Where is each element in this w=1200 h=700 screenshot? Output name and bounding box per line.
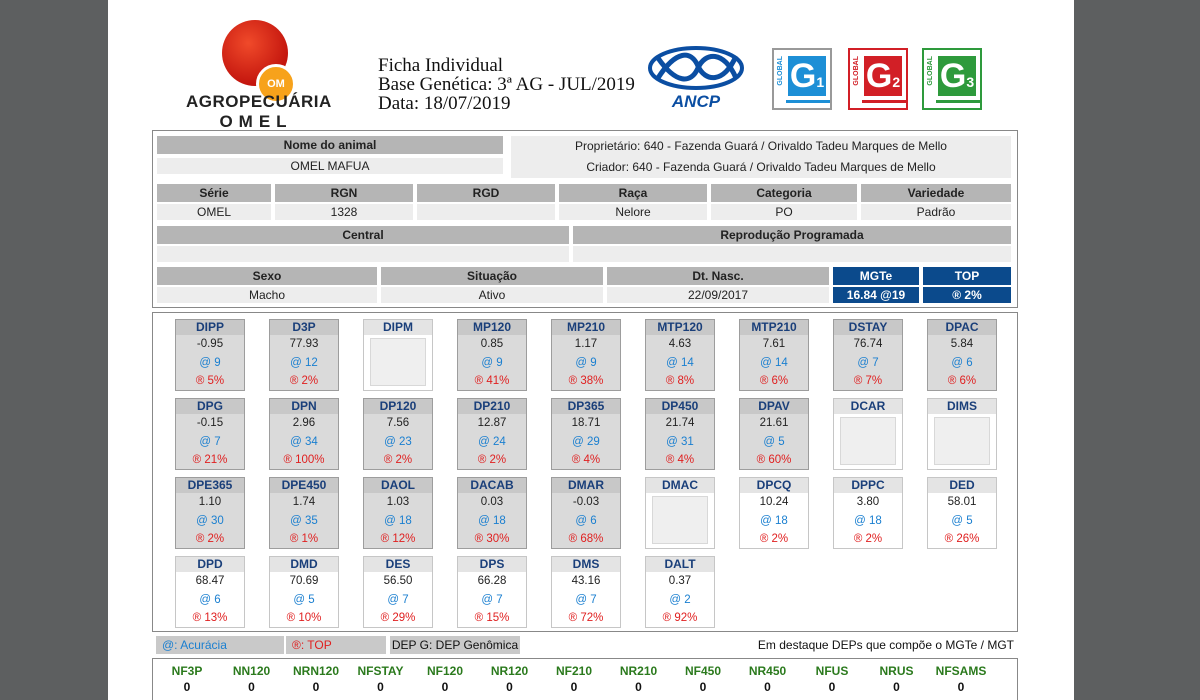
dep-top: ® 7% [853, 375, 883, 387]
legend-accuracy: @: Acurácia [156, 636, 284, 654]
dep-value: 7.56 [386, 417, 410, 429]
dep-top: ® 68% [568, 533, 604, 545]
dep-name: DPAV [740, 399, 808, 414]
count-nrn120 [284, 663, 348, 695]
ancp-logo [646, 44, 746, 112]
dep-name: DIPP [176, 320, 244, 335]
dep-cell-dipm [363, 319, 433, 391]
dep-accuracy: @ 5 [951, 515, 973, 527]
dep-value: 0.37 [668, 575, 692, 587]
dep-cell-mtp120 [645, 319, 715, 391]
dep-accuracy: @ 30 [196, 515, 224, 527]
dep-accuracy: @ 7 [575, 594, 597, 606]
legend [152, 636, 1018, 654]
dep-name: MP120 [458, 320, 526, 335]
count-label: NR120 [490, 664, 529, 678]
field-value-variedade: Padrão [861, 204, 1011, 220]
evaluation-sheet [108, 0, 1074, 700]
dep-cell-dms [551, 556, 621, 628]
field-label-raca: Raça [559, 184, 707, 202]
dep-value: 21.74 [665, 417, 695, 429]
dep-accuracy: @ 35 [290, 515, 318, 527]
dep-name: DAOL [364, 478, 432, 493]
logo-text-line1: AGROPECUÁRIA [186, 92, 332, 111]
dep-name: DCAR [834, 399, 902, 414]
dep-accuracy: @ 18 [760, 515, 788, 527]
dep-accuracy: @ 9 [481, 357, 503, 369]
badge-letter: G3 [939, 57, 975, 95]
dep-accuracy: @ 7 [481, 594, 503, 606]
field-label-rgn: RGN [275, 184, 413, 202]
badge-underline [862, 100, 906, 103]
dep-top: ® 60% [756, 454, 792, 466]
dep-name: D3P [270, 320, 338, 335]
dep-value: -0.15 [196, 417, 224, 429]
count-label: NF120 [426, 664, 464, 678]
field-label-categoria: Categoria [711, 184, 857, 202]
dep-value: 10.24 [759, 496, 789, 508]
dep-top: ® 41% [474, 375, 510, 387]
field-label-serie: Série [157, 184, 271, 202]
dep-name: DPN [270, 399, 338, 414]
dep-top: ® 26% [944, 533, 980, 545]
dep-top: ® 21% [192, 454, 228, 466]
field-value-rgn: 1328 [275, 204, 413, 220]
dep-value: 76.74 [853, 338, 883, 350]
count-nf210 [542, 663, 606, 695]
dep-accuracy: @ 14 [760, 357, 788, 369]
repro-header: Reprodução Programada [573, 226, 1011, 244]
dep-top: ® 5% [195, 375, 225, 387]
dep-value: 7.61 [762, 338, 786, 350]
dep-accuracy: @ 9 [575, 357, 597, 369]
dep-top: ® 29% [380, 612, 416, 624]
dep-top: ® 2% [759, 533, 789, 545]
dep-accuracy: @ 29 [572, 436, 600, 448]
dep-top: ® 92% [662, 612, 698, 624]
badge-letter: G1 [789, 57, 825, 95]
dep-value: 66.28 [477, 575, 507, 587]
badge-side-label: GLOBAL [853, 56, 860, 86]
count-nr450 [736, 663, 800, 695]
dep-value: -0.95 [196, 338, 224, 350]
dep-top: ® 100% [283, 454, 325, 466]
sex-header: Sexo [157, 267, 377, 285]
dep-accuracy: @ 5 [293, 594, 315, 606]
title-block [378, 56, 635, 113]
mgte-header: MGTe [833, 267, 919, 285]
company-logo [186, 18, 332, 131]
dep-name: MTP120 [646, 320, 714, 335]
dep-cell-dpe365 [175, 477, 245, 549]
field-value-rgd [417, 204, 555, 220]
dep-accuracy: @ 18 [384, 515, 412, 527]
dep-cell-dmac [645, 477, 715, 549]
dep-empty-box [370, 338, 426, 386]
situation-value: Ativo [381, 287, 603, 303]
dep-top: ® 72% [568, 612, 604, 624]
dep-top: ® 2% [477, 454, 507, 466]
count-value: 0 [635, 680, 642, 694]
count-value: 0 [699, 680, 707, 694]
badge-underline [936, 100, 980, 103]
count-nf120 [413, 663, 477, 695]
dep-accuracy: @ 31 [666, 436, 694, 448]
dep-accuracy: @ 7 [199, 436, 221, 448]
dep-cell-dmar [551, 477, 621, 549]
central-header: Central [157, 226, 569, 244]
dep-value: 58.01 [947, 496, 977, 508]
counts-row [152, 658, 1018, 700]
count-nf3p [155, 663, 219, 695]
count-label: NRN120 [292, 664, 340, 678]
dep-cell-ded [927, 477, 997, 549]
dep-cell-dpac [927, 319, 997, 391]
dep-cell-dpcq [739, 477, 809, 549]
dep-top: ® 1% [289, 533, 319, 545]
dep-cell-dstay [833, 319, 903, 391]
dep-cell-dpav [739, 398, 809, 470]
dep-value: 1.03 [386, 496, 410, 508]
dep-name: DMS [552, 557, 620, 572]
count-label: NRUS [879, 664, 914, 678]
count-label: NF210 [555, 664, 593, 678]
dep-name: DPAC [928, 320, 996, 335]
dep-value: 1.74 [292, 496, 316, 508]
dep-name: DPG [176, 399, 244, 414]
dep-accuracy: @ 18 [854, 515, 882, 527]
dep-cell-dmd [269, 556, 339, 628]
sex-value: Macho [157, 287, 377, 303]
dep-value: 21.61 [759, 417, 789, 429]
dep-value: 68.47 [195, 575, 225, 587]
dep-accuracy: @ 7 [857, 357, 879, 369]
dep-value: 2.96 [292, 417, 316, 429]
count-label: NN120 [232, 664, 271, 678]
dep-cell-dpn [269, 398, 339, 470]
dep-value: 0.85 [480, 338, 504, 350]
dep-accuracy: @ 18 [478, 515, 506, 527]
count-label: NFSAMS [935, 664, 987, 678]
dep-accuracy: @ 7 [387, 594, 409, 606]
dep-name: DED [928, 478, 996, 493]
dep-accuracy: @ 6 [199, 594, 221, 606]
count-nrus [865, 663, 929, 695]
dep-top: ® 4% [571, 454, 601, 466]
dep-top: ® 12% [380, 533, 416, 545]
dep-cell-dcar [833, 398, 903, 470]
count-nr210 [607, 663, 671, 695]
count-value: 0 [957, 680, 965, 694]
dep-name: DP210 [458, 399, 526, 414]
dep-accuracy: @ 5 [763, 436, 785, 448]
dep-name: MTP210 [740, 320, 808, 335]
dep-top: ® 10% [286, 612, 322, 624]
count-value: 0 [506, 680, 513, 694]
dep-top: ® 8% [665, 375, 695, 387]
dep-top: ® 6% [947, 375, 977, 387]
dep-accuracy: @ 14 [666, 357, 694, 369]
dep-cell-dp120 [363, 398, 433, 470]
dep-cell-dp210 [457, 398, 527, 470]
dep-top: ® 2% [195, 533, 225, 545]
top-value: ® 2% [923, 287, 1011, 303]
top-header: TOP [923, 267, 1011, 285]
dep-name: DIMS [928, 399, 996, 414]
count-value: 0 [248, 680, 255, 694]
animal-info-panel [152, 130, 1018, 308]
badge-letter: G2 [865, 57, 901, 95]
dep-top: ® 6% [759, 375, 789, 387]
owner-breeder-box [511, 136, 1011, 178]
dep-name: DPCQ [740, 478, 808, 493]
animal-name: OMEL MAFUA [157, 158, 503, 174]
dep-name: DIPM [364, 320, 432, 335]
dep-accuracy: @ 9 [199, 357, 221, 369]
dep-name: DALT [646, 557, 714, 572]
badge-side-label: GLOBAL [927, 56, 934, 86]
repro-value [573, 246, 1011, 262]
dep-empty-box [934, 417, 990, 465]
dep-value: 43.16 [571, 575, 601, 587]
legend-top: ®: TOP [286, 636, 386, 654]
dep-name: DSTAY [834, 320, 902, 335]
dep-cell-dppc [833, 477, 903, 549]
dep-name: DPE365 [176, 478, 244, 493]
dep-grid [152, 312, 1018, 632]
dep-cell-dp365 [551, 398, 621, 470]
mgte-value: 16.84 @19 [833, 287, 919, 303]
badge-underline [786, 100, 830, 103]
dep-cell-dps [457, 556, 527, 628]
ancp-text: ANCP [671, 92, 721, 111]
dep-accuracy: @ 23 [384, 436, 412, 448]
dep-value: 5.84 [950, 338, 974, 350]
dep-cell-dims [927, 398, 997, 470]
dep-cell-dp450 [645, 398, 715, 470]
dep-cell-mp210 [551, 319, 621, 391]
dep-top: ® 4% [665, 454, 695, 466]
dep-accuracy: @ 34 [290, 436, 318, 448]
field-label-variedade: Variedade [861, 184, 1011, 202]
dep-name: DP120 [364, 399, 432, 414]
dep-top: ® 30% [474, 533, 510, 545]
birth-header: Dt. Nasc. [607, 267, 829, 285]
dep-name: DPS [458, 557, 526, 572]
count-nr120 [478, 663, 542, 695]
dep-name: DMAC [646, 478, 714, 493]
dep-name: DPPC [834, 478, 902, 493]
dep-cell-dipp [175, 319, 245, 391]
dep-cell-dacab [457, 477, 527, 549]
field-value-categoria: PO [711, 204, 857, 220]
dep-empty-box [652, 496, 708, 544]
dep-accuracy: @ 6 [951, 357, 973, 369]
dep-cell-dalt [645, 556, 715, 628]
breeder-text: Criador: 640 - Fazenda Guará / Orivaldo Tadeu Marques de Mello [586, 160, 936, 174]
count-nfus [800, 663, 864, 695]
dep-name: DP365 [552, 399, 620, 414]
dep-name: DPE450 [270, 478, 338, 493]
animal-name-header: Nome do animal [157, 136, 503, 154]
badge-side-label: GLOBAL [777, 56, 784, 86]
dep-cell-mtp210 [739, 319, 809, 391]
dep-cell-dpe450 [269, 477, 339, 549]
dep-accuracy: @ 24 [478, 436, 506, 448]
dep-top: ® 38% [568, 375, 604, 387]
dep-cell-d3p [269, 319, 339, 391]
sheet-title: Ficha Individual [378, 55, 504, 76]
dep-accuracy: @ 6 [575, 515, 597, 527]
owner-text: Proprietário: 640 - Fazenda Guará / Orivaldo Tadeu Marques de Mello [575, 139, 947, 153]
dep-value: 1.17 [574, 338, 598, 350]
badge-global-g1 [772, 48, 832, 110]
count-nfsams [929, 663, 993, 695]
dep-cell-dpd [175, 556, 245, 628]
count-value: 0 [570, 680, 578, 694]
field-label-rgd: RGD [417, 184, 555, 202]
dep-name: MP210 [552, 320, 620, 335]
dep-value: 18.71 [571, 417, 601, 429]
count-label: NF3P [171, 664, 203, 678]
dep-top: ® 2% [383, 454, 413, 466]
dep-cell-daol [363, 477, 433, 549]
dep-value: 12.87 [477, 417, 507, 429]
count-label: NR450 [748, 664, 787, 678]
count-value: 0 [312, 680, 320, 694]
count-value: 0 [828, 680, 836, 694]
dep-value: 4.63 [668, 338, 692, 350]
genetic-base: Base Genética: 3ª AG - JUL/2019 [378, 74, 635, 95]
sheet-date: Data: 18/07/2019 [378, 93, 511, 114]
dep-top: ® 2% [289, 375, 319, 387]
count-label: NFUS [815, 664, 849, 678]
situation-header: Situação [381, 267, 603, 285]
dep-name: DES [364, 557, 432, 572]
dep-cell-des [363, 556, 433, 628]
count-value: 0 [183, 680, 191, 694]
badge-global-g2 [848, 48, 908, 110]
count-label: NR210 [619, 664, 658, 678]
ancp-dna-icon [646, 44, 746, 94]
dep-value: 70.69 [289, 575, 319, 587]
birth-value: 22/09/2017 [607, 287, 829, 303]
dep-name: DPD [176, 557, 244, 572]
dep-value: -0.03 [572, 496, 600, 508]
logo-text-line2: OMEL [219, 112, 293, 131]
dep-empty-box [840, 417, 896, 465]
logo-mark: OM [256, 64, 296, 104]
dep-cell-mp120 [457, 319, 527, 391]
count-value: 0 [893, 680, 900, 694]
count-nf450 [671, 663, 735, 695]
dep-value: 56.50 [383, 575, 413, 587]
count-label: NF450 [684, 664, 722, 678]
count-value: 0 [377, 680, 384, 694]
dep-top: ® 15% [474, 612, 510, 624]
dep-value: 77.93 [289, 338, 319, 350]
dep-cell-dpg [175, 398, 245, 470]
field-value-raca: Nelore [559, 204, 707, 220]
dep-name: DACAB [458, 478, 526, 493]
dep-value: 1.10 [198, 496, 222, 508]
count-nfstay [349, 663, 413, 695]
dep-value: 0.03 [480, 496, 504, 508]
count-value: 0 [764, 680, 771, 694]
dep-name: DMD [270, 557, 338, 572]
field-value-serie: OMEL [157, 204, 271, 220]
legend-genomic: DEP G: DEP Genômica [391, 638, 519, 652]
dep-accuracy: @ 2 [669, 594, 691, 606]
dep-name: DMAR [552, 478, 620, 493]
dep-top: ® 13% [192, 612, 228, 624]
dep-accuracy: @ 12 [290, 357, 318, 369]
central-value [157, 246, 569, 262]
dep-value: 3.80 [856, 496, 880, 508]
dep-name: DP450 [646, 399, 714, 414]
count-nn120 [220, 663, 284, 695]
badge-global-g3 [922, 48, 982, 110]
count-label: NFSTAY [357, 664, 404, 678]
dep-top: ® 2% [853, 533, 883, 545]
legend-note: Em destaque DEPs que compõe o MGTe / MGT [757, 638, 1014, 652]
count-value: 0 [441, 680, 449, 694]
